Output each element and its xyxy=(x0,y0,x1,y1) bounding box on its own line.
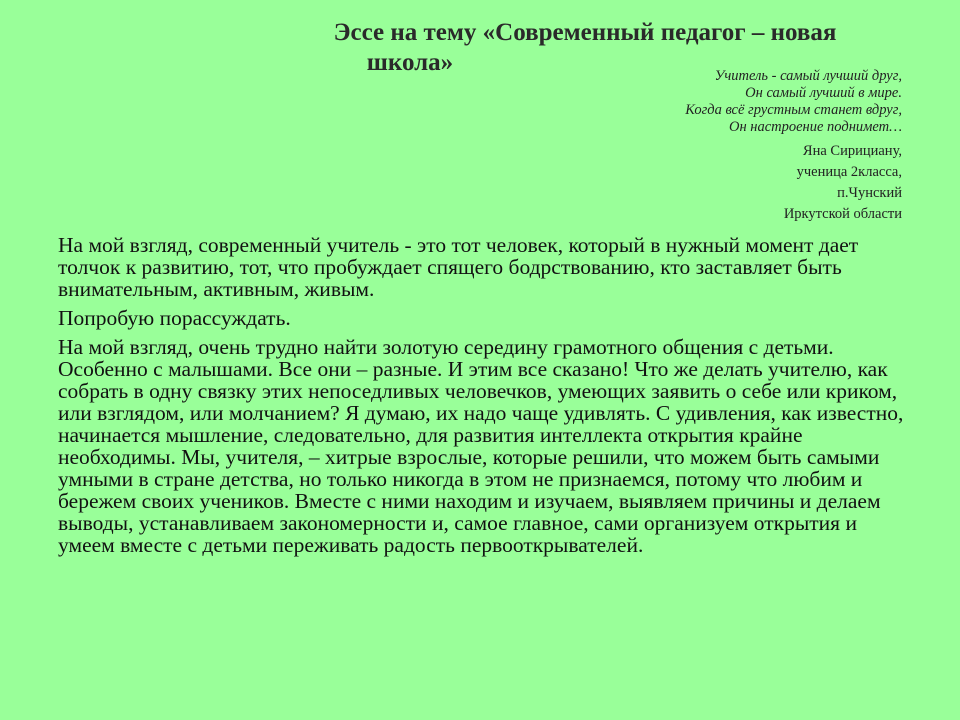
title-line-1: Эссе на тему «Современный педагог – новая xyxy=(333,19,837,46)
poem-line: Учитель - самый лучший друг, xyxy=(714,68,902,84)
attribution-line: Иркутской области xyxy=(783,206,902,222)
epigraph-attribution xyxy=(542,141,902,225)
attribution-line: п.Чунский xyxy=(837,185,902,201)
epigraph xyxy=(542,68,902,225)
epigraph-poem xyxy=(542,68,902,136)
attribution-line: ученица 2класса, xyxy=(796,164,902,180)
poem-line: Он настроение поднимет… xyxy=(728,119,902,135)
essay-body xyxy=(58,234,918,563)
attribution-line: Яна Сирициану, xyxy=(802,143,902,159)
essay-paragraph: Попробую порассуждать. xyxy=(58,306,291,330)
title-line-2: школа» xyxy=(366,49,454,76)
essay-paragraph: На мой взгляд, современный учитель - это тот человек, который в нужный момент дает толчок к развитию, тот, что пробуждает спящего бодрствованию, кто заставляет быть внимательным, активным, живым. xyxy=(58,233,859,301)
poem-line: Когда всё грустным станет вдруг, xyxy=(685,102,902,118)
essay-paragraph: На мой взгляд, очень трудно найти золотую середину грамотного общения с детьми. Особенно с малышами. Все они – разные. И этим все сказано! Что же делать учителю, как собрать в одну связку этих непоседливых человечков, умеющих заявить о себе или криком, или взглядом, или молчанием? Я думаю, их надо чаще удивлять. С удивления, как известно, начинается мышление, следовательно, для развития интеллекта открытия крайне необходимы. Мы, учителя, – хитрые взрослые, которые решили, что можем быть самыми умными в стране детства, но только никогда в этом не признаемся, потому что любим и бережем своих учеников. Вместе с ними находим и изучаем, выявляем причины и делаем выводы, устанавливаем закономерности и, самое главное, сами организуем открытия и умеем вместе с детьми переживать радость первооткрывателей. xyxy=(58,335,904,557)
poem-line: Он самый лучший в мире. xyxy=(745,85,902,101)
